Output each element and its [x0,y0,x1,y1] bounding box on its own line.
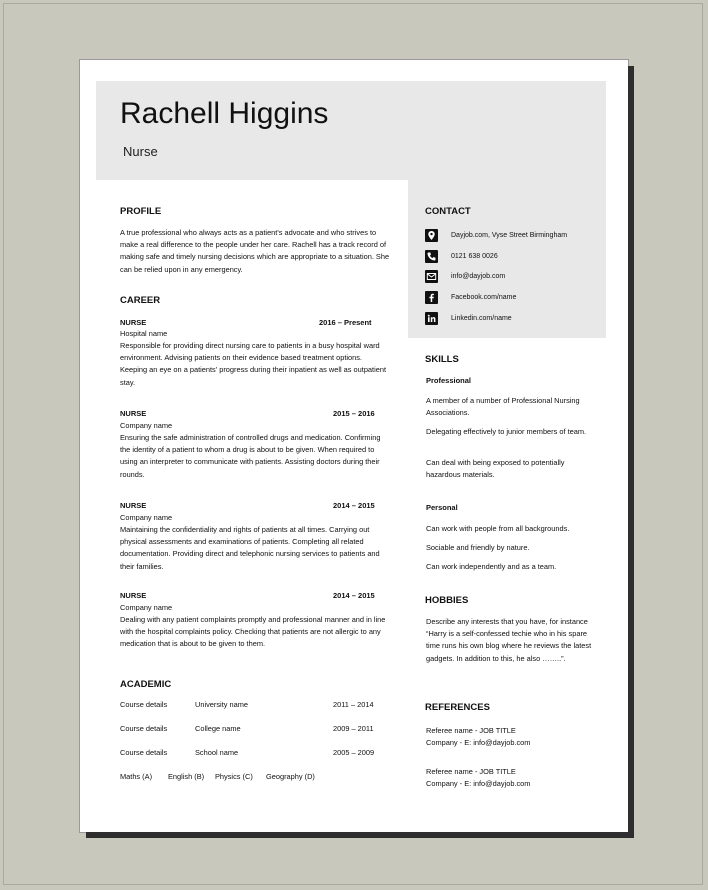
grade-item: Physics (C) [215,772,253,781]
hobbies-text: Describe any interests that you have, for instance “Harry is a self-confessed techie who in his spare time runs his own blog where he reviews the latest gadgets. In addition to this, he also ……..”. [426,617,592,663]
skills-professional-heading: Professional [426,376,472,385]
skills-heading: SKILLS [425,354,459,365]
email-icon [425,270,438,283]
skill-item: Can work independently and as a team. [426,562,557,571]
location-pin-icon [425,229,438,242]
job-description: Responsible for providing direct nursing care to patients in a busy hospital ward environment. Advising patients on their evidence based treatment options. Keeping an eye on a patients' progress during their inpatient as well as outpatient stay. [120,341,387,387]
job-title: NURSE [120,591,147,600]
course-place: School name [195,748,239,757]
header-banner [96,81,606,180]
candidate-role: Nurse [123,144,158,159]
course-place: College name [195,724,241,733]
job-description: Ensuring the safe administration of controlled drugs and medication. Confirming the identity of a patient to whom a drug is about to be given. When required to using an interpreter to communicate with patients. Assisting doctors during their rounds. [120,433,381,479]
course-dates: 2011 – 2014 [333,700,374,709]
course-place: University name [195,700,248,709]
contact-email: info@dayjob.com [451,273,506,280]
skill-item: Can work with people from all backgrounds. [426,524,570,533]
job-employer: Company name [120,603,173,612]
resume-page [80,60,628,832]
skill-item: Sociable and friendly by nature. [426,543,530,552]
academic-heading: ACADEMIC [120,679,172,690]
job-title: NURSE [120,318,147,327]
course-label: Course details [120,700,168,709]
referee-contact: Company - E: info@dayjob.com [426,779,531,788]
profile-heading: PROFILE [120,206,162,217]
referee-name: Referee name - JOB TITLE [426,767,516,776]
course-dates: 2005 – 2009 [333,748,375,757]
job-dates: 2016 – Present [319,318,372,327]
job-title: NURSE [120,501,147,510]
career-heading: CAREER [120,295,161,306]
contact-address: Dayjob.com, Vyse Street Birmingham [451,232,568,239]
hobbies-heading: HOBBIES [425,595,469,606]
grade-item: Geography (D) [266,772,315,781]
course-label: Course details [120,748,168,757]
job-description: Maintaining the confidentiality and rights of patients at all times. Carrying out physical assessments and examinations of patients. Completing all related documentation. Providing direct and telephonic nursing services to patients and their families. [120,525,380,571]
job-dates: 2015 – 2016 [333,409,375,418]
references-heading: REFERENCES [425,702,490,713]
job-employer: Company name [120,421,173,430]
candidate-name: Rachell Higgins [120,97,329,130]
skill-item: A member of a number of Professional Nursing Associations. [426,396,580,418]
course-label: Course details [120,724,168,733]
referee-name: Referee name - JOB TITLE [426,726,516,735]
grade-item: English (B) [168,772,205,781]
job-employer: Hospital name [120,329,168,338]
contact-heading: CONTACT [425,206,471,217]
skill-item: Can deal with being exposed to potentially hazardous materials. [426,458,565,480]
skill-item: Delegating effectively to junior members of team. [426,427,587,436]
grade-item: Maths (A) [120,772,153,781]
referee-contact: Company - E: info@dayjob.com [426,738,531,747]
skills-personal-heading: Personal [426,503,458,512]
contact-linkedin: Linkedin.com/name [451,315,512,322]
job-description: Dealing with any patient complaints promptly and professional manner and in line with the hospital complaints policy. Checking that patients are not allergic to any medication that is about to be given to them. [120,615,386,649]
profile-text: A true professional who always acts as a patient's advocate and who strives to make a real difference to the people under her care. Rachell has a track record of making safe and timely nursing decisions which are appropriate to a situation. She can be relied upon in any emergency. [120,228,390,274]
facebook-icon [425,291,438,304]
linkedin-icon [425,312,438,325]
job-employer: Company name [120,513,173,522]
phone-icon [425,250,438,263]
contact-phone: 0121 638 0026 [451,253,498,260]
contact-facebook: Facebook.com/name [451,294,517,301]
job-dates: 2014 – 2015 [333,591,375,600]
job-dates: 2014 – 2015 [333,501,375,510]
course-dates: 2009 – 2011 [333,724,374,733]
job-title: NURSE [120,409,147,418]
